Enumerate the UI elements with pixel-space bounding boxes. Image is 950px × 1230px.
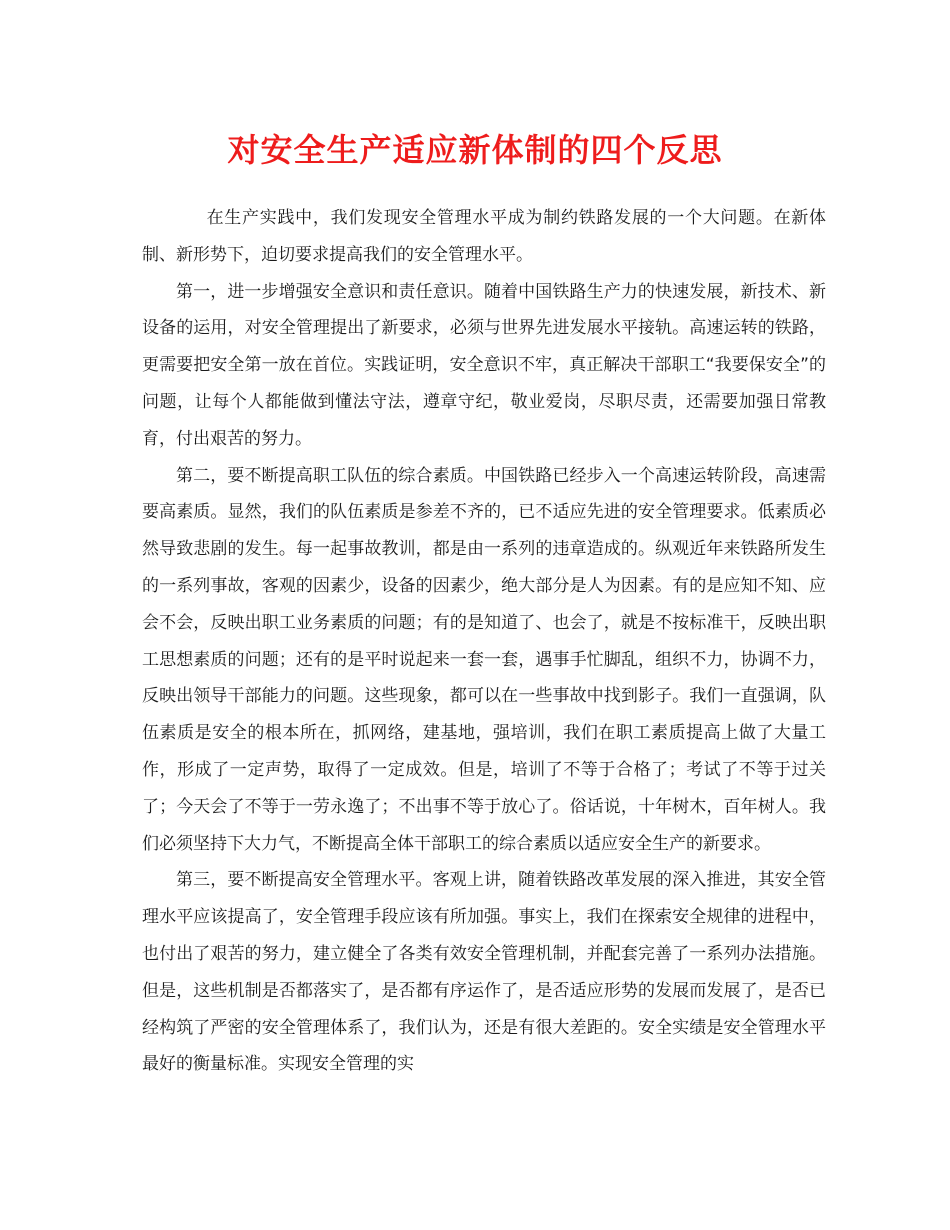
paragraph-first-point: 第一，进一步增强安全意识和责任意识。随着中国铁路生产力的快速发展，新技术、新设备的运用，对安全管理提出了新要求，必须与世界先进发展水平接轨。高速运转的铁路，更需要把安全第一放在首位。实践证明，安全意识不牢，真正解决干部职工“我要保安全”的问题，让每个人都能做到懂法守法，遵章守纪，敬业爱岗，尽职尽责，还需要加强日常教育，付出艰苦的努力。 — [142, 281, 826, 449]
paragraph-third-point: 第三，要不断提高安全管理水平。客观上讲，随着铁路改革发展的深入推进，其安全管理水平应该提高了，安全管理手段应该有所加强。事实上，我们在探索安全规律的进程中，也付出了艰苦的努力，建立健全了各类有效安全管理机制，并配套完善了一系列办法措施。但是，这些机制是否都落实了，是否都有序运作了，是否适应形势的发展而发展了，是否已经构筑了严密的安全管理体系了，我们认为，还是有很大差距的。安全实绩是安全管理水平最好的衡量标准。实现安全管理的实 — [142, 870, 826, 1075]
paragraph-second-point: 第二，要不断提高职工队伍的综合素质。中国铁路已经步入一个高速运转阶段，高速需要高素质。显然，我们的队伍素质是参差不齐的，已不适应先进的安全管理要求。低素质必然导致悲剧的发生。每一起事故教训，都是由一系列的违章造成的。纵观近年来铁路所发生的一系列事故，客观的因素少，设备的因素少，绝大部分是人为因素。有的是应知不知、应会不会，反映出职工业务素质的问题；有的是知道了、也会了，就是不按标准干，反映出职工思想素质的问题；还有的是平时说起来一套一套，遇事手忙脚乱，组织不力，协调不力，反映出领导干部能力的问题。这些现象，都可以在一些事故中找到影子。我们一直强调，队伍素质是安全的根本所在，抓网络，建基地，强培训，我们在职工素质提高上做了大量工作，形成了一定声势，取得了一定成效。但是，培训了不等于合格了；考试了不等于过关了；今天会了不等于一劳永逸了；不出事不等于放心了。俗话说，十年树木，百年树人。我们必须坚持下大力气，不断提高全体干部职工的综合素质以适应安全生产的新要求。 — [142, 465, 826, 854]
document-body — [142, 200, 826, 1083]
document-title: 对安全生产适应新体制的四个反思 — [227, 131, 723, 169]
paragraph-intro: 在生产实践中，我们发现安全管理水平成为制约铁路发展的一个大问题。在新体制、新形势下，迫切要求提高我们的安全管理水平。 — [142, 208, 826, 265]
